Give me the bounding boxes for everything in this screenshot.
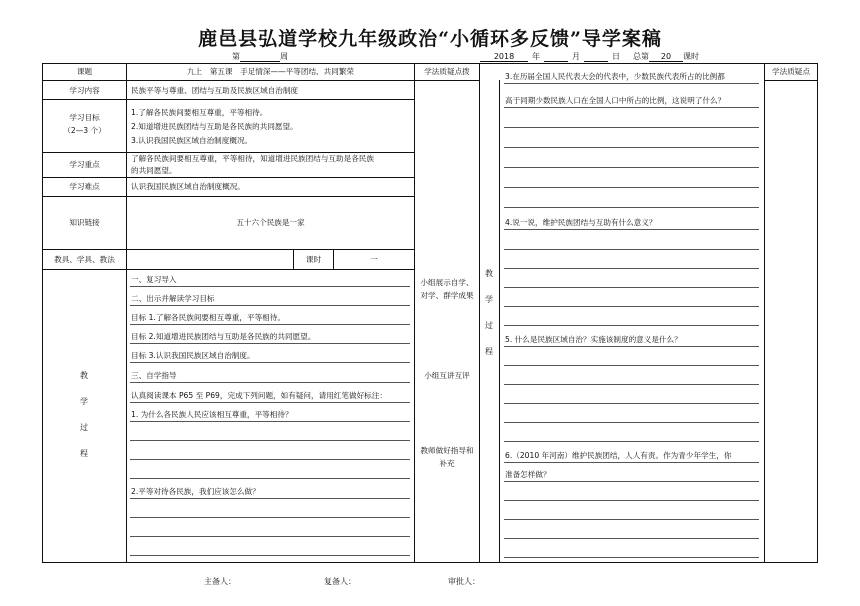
link-label: 知识链接 (69, 218, 100, 227)
process-label-right: 教 学 过 程 (485, 269, 493, 356)
process-step-1: 一、复习导入 (131, 275, 177, 284)
process-goal-1: 目标 1.了解各民族间要相互尊重，平等相待。 (131, 313, 285, 322)
link-value: 五十六个民族是一家 (236, 218, 305, 227)
middle-note-1: 小组展示自学、对学、群学成果 (420, 278, 474, 300)
difficult-label: 学习难点 (69, 182, 100, 191)
key-value-line-2: 的共同愿望。 (131, 166, 177, 175)
hours-value: 一 (370, 255, 378, 264)
difficult-value: 认识我国民族区域自治制度概况。 (131, 182, 245, 191)
content-label: 学习内容 (69, 86, 100, 95)
date-field: 2018 年 月 日 (480, 51, 624, 62)
process-step-3: 三、自学指导 (131, 371, 177, 380)
hours-label: 课时 (305, 255, 322, 264)
page-title: 鹿邑县弘道学校九年级政治“小循环多反馈”导学案稿 (198, 28, 662, 50)
key-value-line-1: 了解各民族间要相互尊重，平等相待，知道增进民族团结与互助是各民族 (131, 154, 374, 163)
process-goal-3: 目标 3.认识我国民族区域自治制度。 (131, 351, 255, 360)
topic-label: 课题 (76, 67, 93, 76)
goal-item-3: 3.认识我国民族区域自治制度概况。 (131, 136, 253, 145)
question-1: 1. 为什么各民族人民应该相互尊重，平等相待？ (131, 410, 293, 419)
footer-reviewer: 审批人： (448, 577, 480, 586)
topic-value: 九上 第五课 手足情深——平等团结、共同繁荣 (186, 67, 355, 76)
year-value: 2018 (480, 52, 528, 62)
question-4: 4.说一说，维护民族团结与互助有什么意义？ (505, 218, 657, 227)
total-hours-field: 总第 20 课时 (633, 52, 699, 61)
goal-item-1: 1.了解各民族间要相互尊重，平等相待。 (131, 108, 268, 117)
footer-co-preparer: 复备人： (324, 577, 356, 586)
key-label: 学习重点 (69, 160, 100, 169)
middle-note-3: 教师做好指导和补充 (420, 446, 474, 468)
goal-item-2: 2.知道增进民族团结与互助是各民族的共同愿望。 (131, 122, 298, 131)
question-6-line-2: 准备怎样做？ (505, 470, 551, 479)
question-3-line-1: 3.在历届全国人民代表大会的代表中，少数民族代表所占的比例都 (505, 72, 725, 81)
middle-column-header: 学法质疑点拨 (424, 67, 470, 76)
question-6-line-1: 6.（2010 年河南）维护民族团结，人人有责。作为青少年学生，你 (505, 451, 732, 460)
question-2: 2.平等对待各民族，我们应该怎么做？ (131, 487, 260, 496)
footer-main-preparer: 主备人： (204, 577, 236, 586)
week-field: 第 周 (232, 52, 288, 61)
total-hours-value: 20 (649, 52, 683, 62)
middle-note-2: 小组互讲互评 (424, 371, 470, 380)
process-instruction: 认真阅读课本 P65 至 P69，完成下列问题，如有疑问，请用红笔做好标注： (131, 391, 387, 400)
question-5: 5. 什么是民族区域自治？实施该制度的意义是什么？ (505, 335, 682, 344)
right-column-header: 学法质疑点 (772, 67, 810, 76)
process-goal-2: 目标 2.知道增进民族团结与互助是各民族的共同愿望。 (131, 332, 316, 341)
process-step-2: 二、出示并解读学习目标 (131, 294, 215, 303)
process-label-left: 教 学 过 程 (80, 371, 88, 458)
question-3-line-2: 高于同期少数民族人口在全国人口中所占的比例，这说明了什么？ (505, 96, 726, 105)
goals-label: 学习目标 （2—3 个） (63, 113, 106, 135)
tools-label: 教具、学具、教法 (54, 255, 115, 264)
content-value: 民族平等与尊重、团结与互助及民族区域自治制度 (131, 86, 299, 95)
